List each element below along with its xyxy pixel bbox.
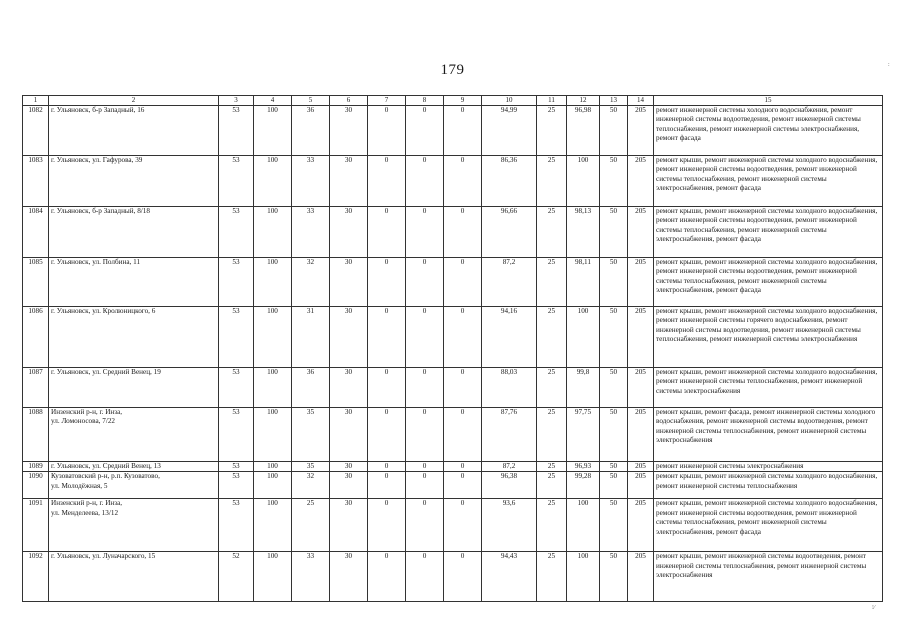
value-cell: 25: [537, 499, 567, 552]
value-cell: 100: [254, 156, 292, 207]
value-cell: 30: [330, 307, 368, 368]
value-cell: 31: [292, 307, 330, 368]
value-cell: 50: [600, 552, 628, 602]
table-row: [23, 368, 883, 408]
value-cell: 30: [330, 258, 368, 307]
value-cell: 100: [254, 552, 292, 602]
value-cell: 0: [444, 368, 482, 408]
address-cell: г. Ульяновск, б-р Западный, 8/18: [49, 207, 219, 258]
value-cell: 100: [567, 499, 600, 552]
value-cell: 0: [368, 499, 406, 552]
row-number-cell: 1082: [23, 106, 49, 156]
value-cell: 35: [292, 408, 330, 462]
value-cell: 94,43: [482, 552, 537, 602]
col-header: 13: [600, 96, 628, 106]
col-header: 11: [537, 96, 567, 106]
value-cell: 0: [406, 462, 444, 472]
table-row: [23, 156, 883, 207]
value-cell: 53: [219, 156, 254, 207]
value-cell: 0: [444, 106, 482, 156]
table-row: [23, 307, 883, 368]
value-cell: 100: [254, 258, 292, 307]
table-row: [23, 207, 883, 258]
value-cell: 50: [600, 368, 628, 408]
value-cell: 96,38: [482, 472, 537, 499]
value-cell: 100: [254, 462, 292, 472]
value-cell: 0: [368, 307, 406, 368]
col-header: 2: [49, 96, 219, 106]
value-cell: 53: [219, 472, 254, 499]
value-cell: 205: [628, 258, 654, 307]
row-number-cell: 1091: [23, 499, 49, 552]
col-header: 12: [567, 96, 600, 106]
scan-mark: :: [888, 62, 890, 68]
value-cell: 0: [406, 307, 444, 368]
value-cell: 25: [537, 368, 567, 408]
value-cell: 30: [330, 472, 368, 499]
value-cell: 30: [330, 368, 368, 408]
col-header: 15: [654, 96, 883, 106]
row-number-cell: 1088: [23, 408, 49, 462]
value-cell: 100: [567, 307, 600, 368]
works-cell: ремонт крыши, ремонт инженерной системы холодного водоснабжения, ремонт инженерной системы водоотведения, ремонт инженерной системы теплоснабжения, ремонт инженерной системы электроснабжения, ремонт фасада: [654, 499, 883, 552]
value-cell: 53: [219, 462, 254, 472]
address-cell: Инзенский р-н, г. Инза, ул. Ломоносова, 7/22: [49, 408, 219, 462]
value-cell: 100: [567, 552, 600, 602]
value-cell: 0: [444, 499, 482, 552]
value-cell: 0: [444, 156, 482, 207]
address-cell: г. Ульяновск, ул. Гафурова, 39: [49, 156, 219, 207]
value-cell: 205: [628, 207, 654, 258]
scan-mark: ⁝⁄: [872, 605, 875, 611]
col-header: 4: [254, 96, 292, 106]
value-cell: 53: [219, 499, 254, 552]
value-cell: 50: [600, 499, 628, 552]
value-cell: 50: [600, 462, 628, 472]
value-cell: 87,2: [482, 462, 537, 472]
value-cell: 30: [330, 207, 368, 258]
program-table: [22, 95, 883, 602]
value-cell: 0: [406, 207, 444, 258]
value-cell: 100: [254, 368, 292, 408]
works-cell: ремонт крыши, ремонт инженерной системы холодного водоснабжения, ремонт инженерной системы теплоснабжения: [654, 472, 883, 499]
value-cell: 205: [628, 307, 654, 368]
value-cell: 30: [330, 499, 368, 552]
works-cell: ремонт крыши, ремонт фасада, ремонт инженерной системы холодного водоснабжения, ремонт инженерной системы водоотведения, ремонт инженерной системы теплоснабжения, ремонт инженерной системы электроснабжения: [654, 408, 883, 462]
address-cell: г. Ульяновск, б-р Западный, 16: [49, 106, 219, 156]
works-cell: ремонт крыши, ремонт инженерной системы водоотведения, ремонт инженерной системы теплоснабжения, ремонт инженерной системы электроснабжения: [654, 552, 883, 602]
table-row: [23, 499, 883, 552]
value-cell: 0: [406, 499, 444, 552]
row-number-cell: 1089: [23, 462, 49, 472]
row-number-cell: 1084: [23, 207, 49, 258]
address-cell: г. Ульяновск, ул. Средний Венец, 19: [49, 368, 219, 408]
address-cell: Инзенский р-н, г. Инза, ул. Менделеева, 13/12: [49, 499, 219, 552]
value-cell: 25: [537, 307, 567, 368]
works-cell: ремонт крыши, ремонт инженерной системы холодного водоснабжения, ремонт инженерной системы теплоснабжения, ремонт инженерной системы электроснабжения: [654, 368, 883, 408]
value-cell: 205: [628, 499, 654, 552]
value-cell: 0: [444, 472, 482, 499]
value-cell: 0: [444, 307, 482, 368]
col-header: 7: [368, 96, 406, 106]
value-cell: 100: [254, 499, 292, 552]
value-cell: 53: [219, 106, 254, 156]
value-cell: 205: [628, 368, 654, 408]
value-cell: 94,16: [482, 307, 537, 368]
value-cell: 53: [219, 307, 254, 368]
col-header: 10: [482, 96, 537, 106]
value-cell: 0: [406, 408, 444, 462]
value-cell: 32: [292, 472, 330, 499]
value-cell: 30: [330, 408, 368, 462]
row-number-cell: 1085: [23, 258, 49, 307]
value-cell: 0: [368, 462, 406, 472]
value-cell: 0: [368, 258, 406, 307]
works-cell: ремонт крыши, ремонт инженерной системы холодного водоснабжения, ремонт инженерной системы водоотведения, ремонт инженерной системы теплоснабжения, ремонт инженерной системы электроснабжения, ремонт фасада: [654, 258, 883, 307]
value-cell: 53: [219, 368, 254, 408]
value-cell: 32: [292, 258, 330, 307]
value-cell: 25: [537, 472, 567, 499]
value-cell: 0: [368, 472, 406, 499]
value-cell: 50: [600, 106, 628, 156]
value-cell: 50: [600, 156, 628, 207]
value-cell: 50: [600, 258, 628, 307]
col-header: 5: [292, 96, 330, 106]
value-cell: 99,28: [567, 472, 600, 499]
value-cell: 0: [444, 408, 482, 462]
col-header: 1: [23, 96, 49, 106]
address-cell: г. Ульяновск, ул. Кролюницкого, 6: [49, 307, 219, 368]
address-cell: г. Ульяновск, ул. Средний Венец, 13: [49, 462, 219, 472]
value-cell: 33: [292, 552, 330, 602]
value-cell: 0: [406, 106, 444, 156]
value-cell: 205: [628, 472, 654, 499]
value-cell: 25: [537, 552, 567, 602]
value-cell: 205: [628, 156, 654, 207]
row-number-cell: 1092: [23, 552, 49, 602]
value-cell: 205: [628, 462, 654, 472]
value-cell: 0: [406, 552, 444, 602]
value-cell: 30: [330, 462, 368, 472]
value-cell: 88,03: [482, 368, 537, 408]
value-cell: 52: [219, 552, 254, 602]
value-cell: 87,76: [482, 408, 537, 462]
table-row: [23, 552, 883, 602]
value-cell: 50: [600, 207, 628, 258]
value-cell: 205: [628, 408, 654, 462]
value-cell: 53: [219, 258, 254, 307]
value-cell: 25: [537, 258, 567, 307]
value-cell: 0: [368, 368, 406, 408]
value-cell: 25: [537, 408, 567, 462]
value-cell: 53: [219, 408, 254, 462]
value-cell: 100: [254, 472, 292, 499]
value-cell: 25: [537, 156, 567, 207]
value-cell: 0: [368, 552, 406, 602]
value-cell: 53: [219, 207, 254, 258]
value-cell: 98,13: [567, 207, 600, 258]
address-cell: Кузоватовский р-н, р.п. Кузоватово, ул. Молодёжная, 5: [49, 472, 219, 499]
value-cell: 99,8: [567, 368, 600, 408]
value-cell: 25: [537, 207, 567, 258]
value-cell: 100: [254, 408, 292, 462]
value-cell: 50: [600, 307, 628, 368]
value-cell: 100: [254, 106, 292, 156]
value-cell: 0: [406, 156, 444, 207]
col-header: 14: [628, 96, 654, 106]
value-cell: 0: [444, 462, 482, 472]
works-cell: ремонт инженерной системы холодного водоснабжения, ремонт инженерной системы водоотведения, ремонт инженерной системы теплоснабжения, ремонт инженерной системы электроснабжения, ремонт фасада: [654, 106, 883, 156]
row-number-cell: 1086: [23, 307, 49, 368]
value-cell: 0: [444, 552, 482, 602]
value-cell: 0: [368, 106, 406, 156]
works-cell: ремонт крыши, ремонт инженерной системы холодного водоснабжения, ремонт инженерной системы горячего водоснабжения, ремонт инженерной системы водоотведения, ремонт инженерной системы теплоснабжения, ремонт инженерной системы электроснабжения: [654, 307, 883, 368]
value-cell: 0: [406, 368, 444, 408]
table-row: [23, 106, 883, 156]
value-cell: 33: [292, 156, 330, 207]
value-cell: 93,6: [482, 499, 537, 552]
value-cell: 0: [444, 258, 482, 307]
value-cell: 30: [330, 106, 368, 156]
value-cell: 0: [406, 258, 444, 307]
value-cell: 97,75: [567, 408, 600, 462]
value-cell: 30: [330, 552, 368, 602]
value-cell: 100: [567, 156, 600, 207]
value-cell: 50: [600, 408, 628, 462]
value-cell: 50: [600, 472, 628, 499]
value-cell: 35: [292, 462, 330, 472]
row-number-cell: 1090: [23, 472, 49, 499]
col-header: 3: [219, 96, 254, 106]
page-number: 179: [440, 62, 465, 78]
value-cell: 205: [628, 106, 654, 156]
table-row: [23, 408, 883, 462]
table-row: [23, 258, 883, 307]
value-cell: 25: [292, 499, 330, 552]
value-cell: 36: [292, 368, 330, 408]
value-cell: 0: [368, 207, 406, 258]
table-row: [23, 472, 883, 499]
col-header: 8: [406, 96, 444, 106]
header-row: [23, 96, 883, 106]
works-cell: ремонт крыши, ремонт инженерной системы холодного водоснабжения, ремонт инженерной системы водоотведения, ремонт инженерной системы теплоснабжения, ремонт инженерной системы электроснабжения, ремонт фасада: [654, 207, 883, 258]
value-cell: 86,36: [482, 156, 537, 207]
value-cell: 30: [330, 156, 368, 207]
value-cell: 96,93: [567, 462, 600, 472]
value-cell: 0: [444, 207, 482, 258]
table-row: [23, 462, 883, 472]
value-cell: 36: [292, 106, 330, 156]
value-cell: 96,98: [567, 106, 600, 156]
value-cell: 96,66: [482, 207, 537, 258]
value-cell: 0: [368, 408, 406, 462]
value-cell: 33: [292, 207, 330, 258]
works-cell: ремонт крыши, ремонт инженерной системы холодного водоснабжения, ремонт инженерной системы водоотведения, ремонт инженерной системы теплоснабжения, ремонт инженерной системы электроснабжения, ремонт фасада: [654, 156, 883, 207]
value-cell: 0: [406, 472, 444, 499]
col-header: 9: [444, 96, 482, 106]
works-cell: ремонт инженерной системы электроснабжения: [654, 462, 883, 472]
value-cell: 100: [254, 207, 292, 258]
value-cell: 25: [537, 462, 567, 472]
value-cell: 205: [628, 552, 654, 602]
value-cell: 94,99: [482, 106, 537, 156]
value-cell: 0: [368, 156, 406, 207]
value-cell: 100: [254, 307, 292, 368]
address-cell: г. Ульяновск, ул. Полбина, 11: [49, 258, 219, 307]
value-cell: 87,2: [482, 258, 537, 307]
row-number-cell: 1087: [23, 368, 49, 408]
value-cell: 25: [537, 106, 567, 156]
row-number-cell: 1083: [23, 156, 49, 207]
table-body: [23, 106, 883, 602]
value-cell: 98,11: [567, 258, 600, 307]
address-cell: г. Ульяновск, ул. Луначарского, 15: [49, 552, 219, 602]
col-header: 6: [330, 96, 368, 106]
